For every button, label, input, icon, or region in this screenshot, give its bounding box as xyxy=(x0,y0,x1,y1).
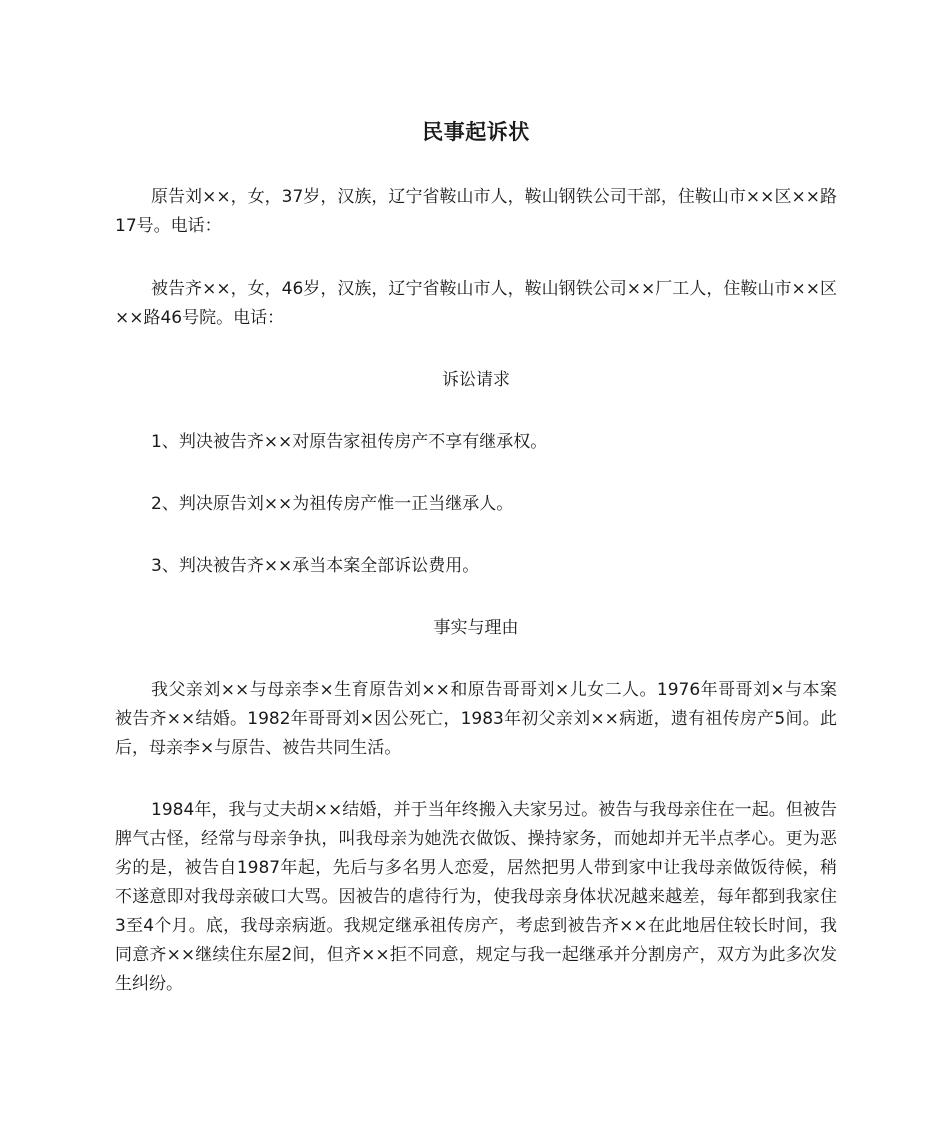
claim-item-3: 3、判决被告齐××承当本案全部诉讼费用。 xyxy=(151,556,480,576)
claims-heading: 诉讼请求 xyxy=(442,370,510,390)
plaintiff-info: 原告刘××，女，37岁，汉族，辽宁省鞍山市人，鞍山钢铁公司干部，住鞍山市××区××路17号。电话： xyxy=(115,187,837,236)
facts-heading: 事实与理由 xyxy=(433,618,519,638)
claim-item-2: 2、判决原告刘××为祖传房产惟一正当继承人。 xyxy=(151,494,514,514)
document-title: 民事起诉状 xyxy=(422,120,530,144)
claim-item-1: 1、判决被告齐××对原告家祖传房产不享有继承权。 xyxy=(151,432,548,452)
facts-paragraph-1: 我父亲刘××与母亲李×生育原告刘××和原告哥哥刘×儿女二人。1976年哥哥刘×与本案被告齐××结婚。1982年哥哥刘×因公死亡，1983年初父亲刘××病逝，遗有祖传房产5间。此后，母亲李×与原告、被告共同生活。 xyxy=(115,680,837,758)
defendant-info: 被告齐××，女，46岁，汉族，辽宁省鞍山市人，鞍山钢铁公司××厂工人，住鞍山市××区××路46号院。电话： xyxy=(115,279,837,328)
facts-paragraph-2: 1984年，我与丈夫胡××结婚，并于当年终搬入夫家另过。被告与我母亲住在一起。但被告脾气古怪，经常与母亲争执，叫我母亲为她洗衣做饭、操持家务，而她却并无半点孝心。更为恶劣的是，被告自1987年起，先后与多名男人恋爱，居然把男人带到家中让我母亲做饭待候，稍不遂意即对我母亲破口大骂。因被告的虐待行为，使我母亲身体状况越来越差，每年都到我家住3至4个月。底，我母亲病逝。我规定继承祖传房产，考虑到被告齐××在此地居住较长时间，我同意齐××继续住东屋2间，但齐××拒不同意，规定与我一起继承并分割房产，双方为此多次发生纠纷。 xyxy=(115,800,837,994)
